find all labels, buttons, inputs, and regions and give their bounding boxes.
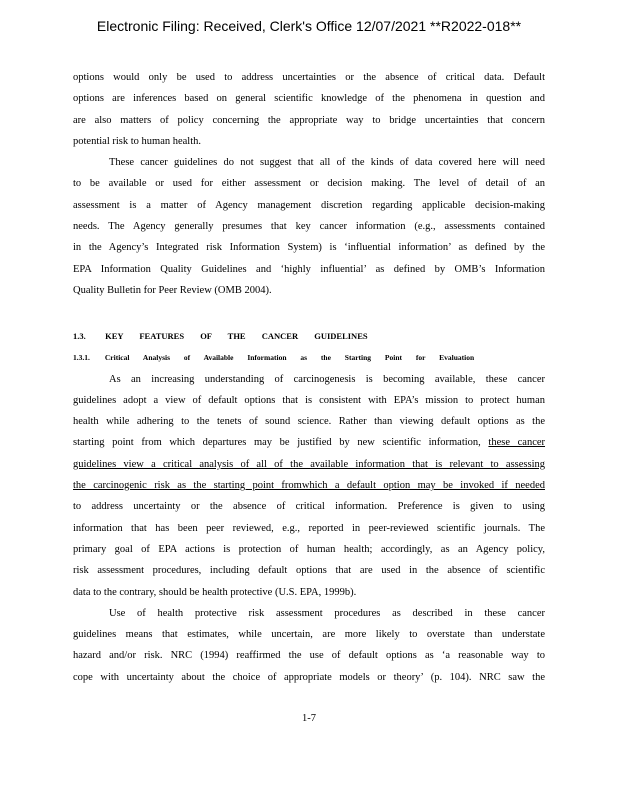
- page-number: 1-7: [302, 713, 316, 724]
- underlined-text: the carcinogenic risk as the starting point fromwhich a default option may be invoked if needed: [73, 480, 545, 492]
- text-line: cope with uncertainty about the choice of appropriate models or theory’ (p. 104). NRC saw the: [73, 671, 545, 683]
- text-line: to be available or used for either assessment or decision making. The level of detail of an: [73, 178, 545, 190]
- text-line: EPA Information Quality Guidelines and ‘highly influential’ as defined by OMB’s Information: [73, 263, 545, 275]
- text-line: to address uncertainty or the absence of critical information. Preference is given to using: [73, 501, 545, 513]
- text-line: potential risk to human health.: [73, 135, 202, 147]
- paragraph-3: [73, 369, 545, 603]
- text-line: [73, 454, 545, 475]
- paragraph-1: [73, 67, 545, 152]
- text-line: are also matters of policy concerning the appropriate way to bridge uncertainties that concern: [73, 114, 545, 126]
- underlined-text: guidelines view a critical analysis of all of the available information that is relevant to assessing: [73, 458, 545, 470]
- subsection-heading: [73, 347, 545, 368]
- section-title: KEY FEATURES OF THE CANCER GUIDELINES: [105, 331, 368, 341]
- text-line: Quality Bulletin for Peer Review (OMB 2004).: [73, 284, 272, 296]
- text-line: As an increasing understanding of carcinogenesis is becoming available, these cancer: [109, 373, 545, 385]
- text-line: guidelines means that estimates, while uncertain, are more likely to overstate than understate: [73, 629, 545, 641]
- text-line: [73, 432, 545, 453]
- text-line: options would only be used to address uncertainties or the absence of critical data. Default: [73, 72, 545, 83]
- text-line: These cancer guidelines do not suggest that all of the kinds of data covered here will need: [109, 157, 545, 169]
- text-span: starting point from which departures may be justified by new scientific information,: [73, 437, 481, 449]
- subsection-number: 1.3.1.: [73, 353, 90, 363]
- document-body: [73, 67, 545, 301]
- text-line: hazard and/or risk. NRC (1994) reaffirmed the use of default options as ‘a reasonable way to: [73, 650, 545, 662]
- text-line: options are inferences based on general scientific knowledge of the phenomena in question and: [73, 93, 545, 105]
- text-line: primary goal of EPA actions is protection of human health; accordingly, as an Agency policy,: [73, 543, 545, 555]
- text-line: data to the contrary, should be health protective (U.S. EPA, 1999b).: [73, 586, 357, 598]
- text-line: needs. The Agency generally presumes that key cancer information (e.g., assessments contained: [73, 221, 545, 233]
- section-heading: [73, 326, 545, 347]
- text-line: health while adhering to the tenets of sound science. Rather than viewing default options as the: [73, 416, 545, 428]
- text-line: risk assessment procedures, including default options that are used in the absence of scientific: [73, 565, 545, 577]
- subsection-title: Critical Analysis of Available Information as the Starting Point for Evaluation: [104, 353, 475, 363]
- filing-header: Electronic Filing: Received, Clerk's Office 12/07/2021 **R2022-018**: [96, 18, 522, 34]
- underlined-text: these cancer: [488, 437, 546, 449]
- text-line: [73, 475, 545, 496]
- text-line: assessment is a matter of Agency management discretion regarding applicable decision-making: [73, 199, 545, 211]
- text-line: information that has been peer reviewed, e.g., reported in peer-reviewed scientific journals. The: [73, 522, 545, 534]
- section-number: 1.3.: [73, 331, 86, 341]
- text-line: Use of health protective risk assessment procedures as described in these cancer: [109, 607, 545, 619]
- text-line: guidelines adopt a view of default options that is consistent with EPA’s mission to protect human: [73, 394, 545, 406]
- paragraph-2: [73, 152, 545, 301]
- text-line: in the Agency’s Integrated risk Information System) is ‘influential information’ as defined by the: [73, 242, 545, 254]
- section-1-3: [73, 326, 545, 688]
- paragraph-4: [73, 603, 545, 688]
